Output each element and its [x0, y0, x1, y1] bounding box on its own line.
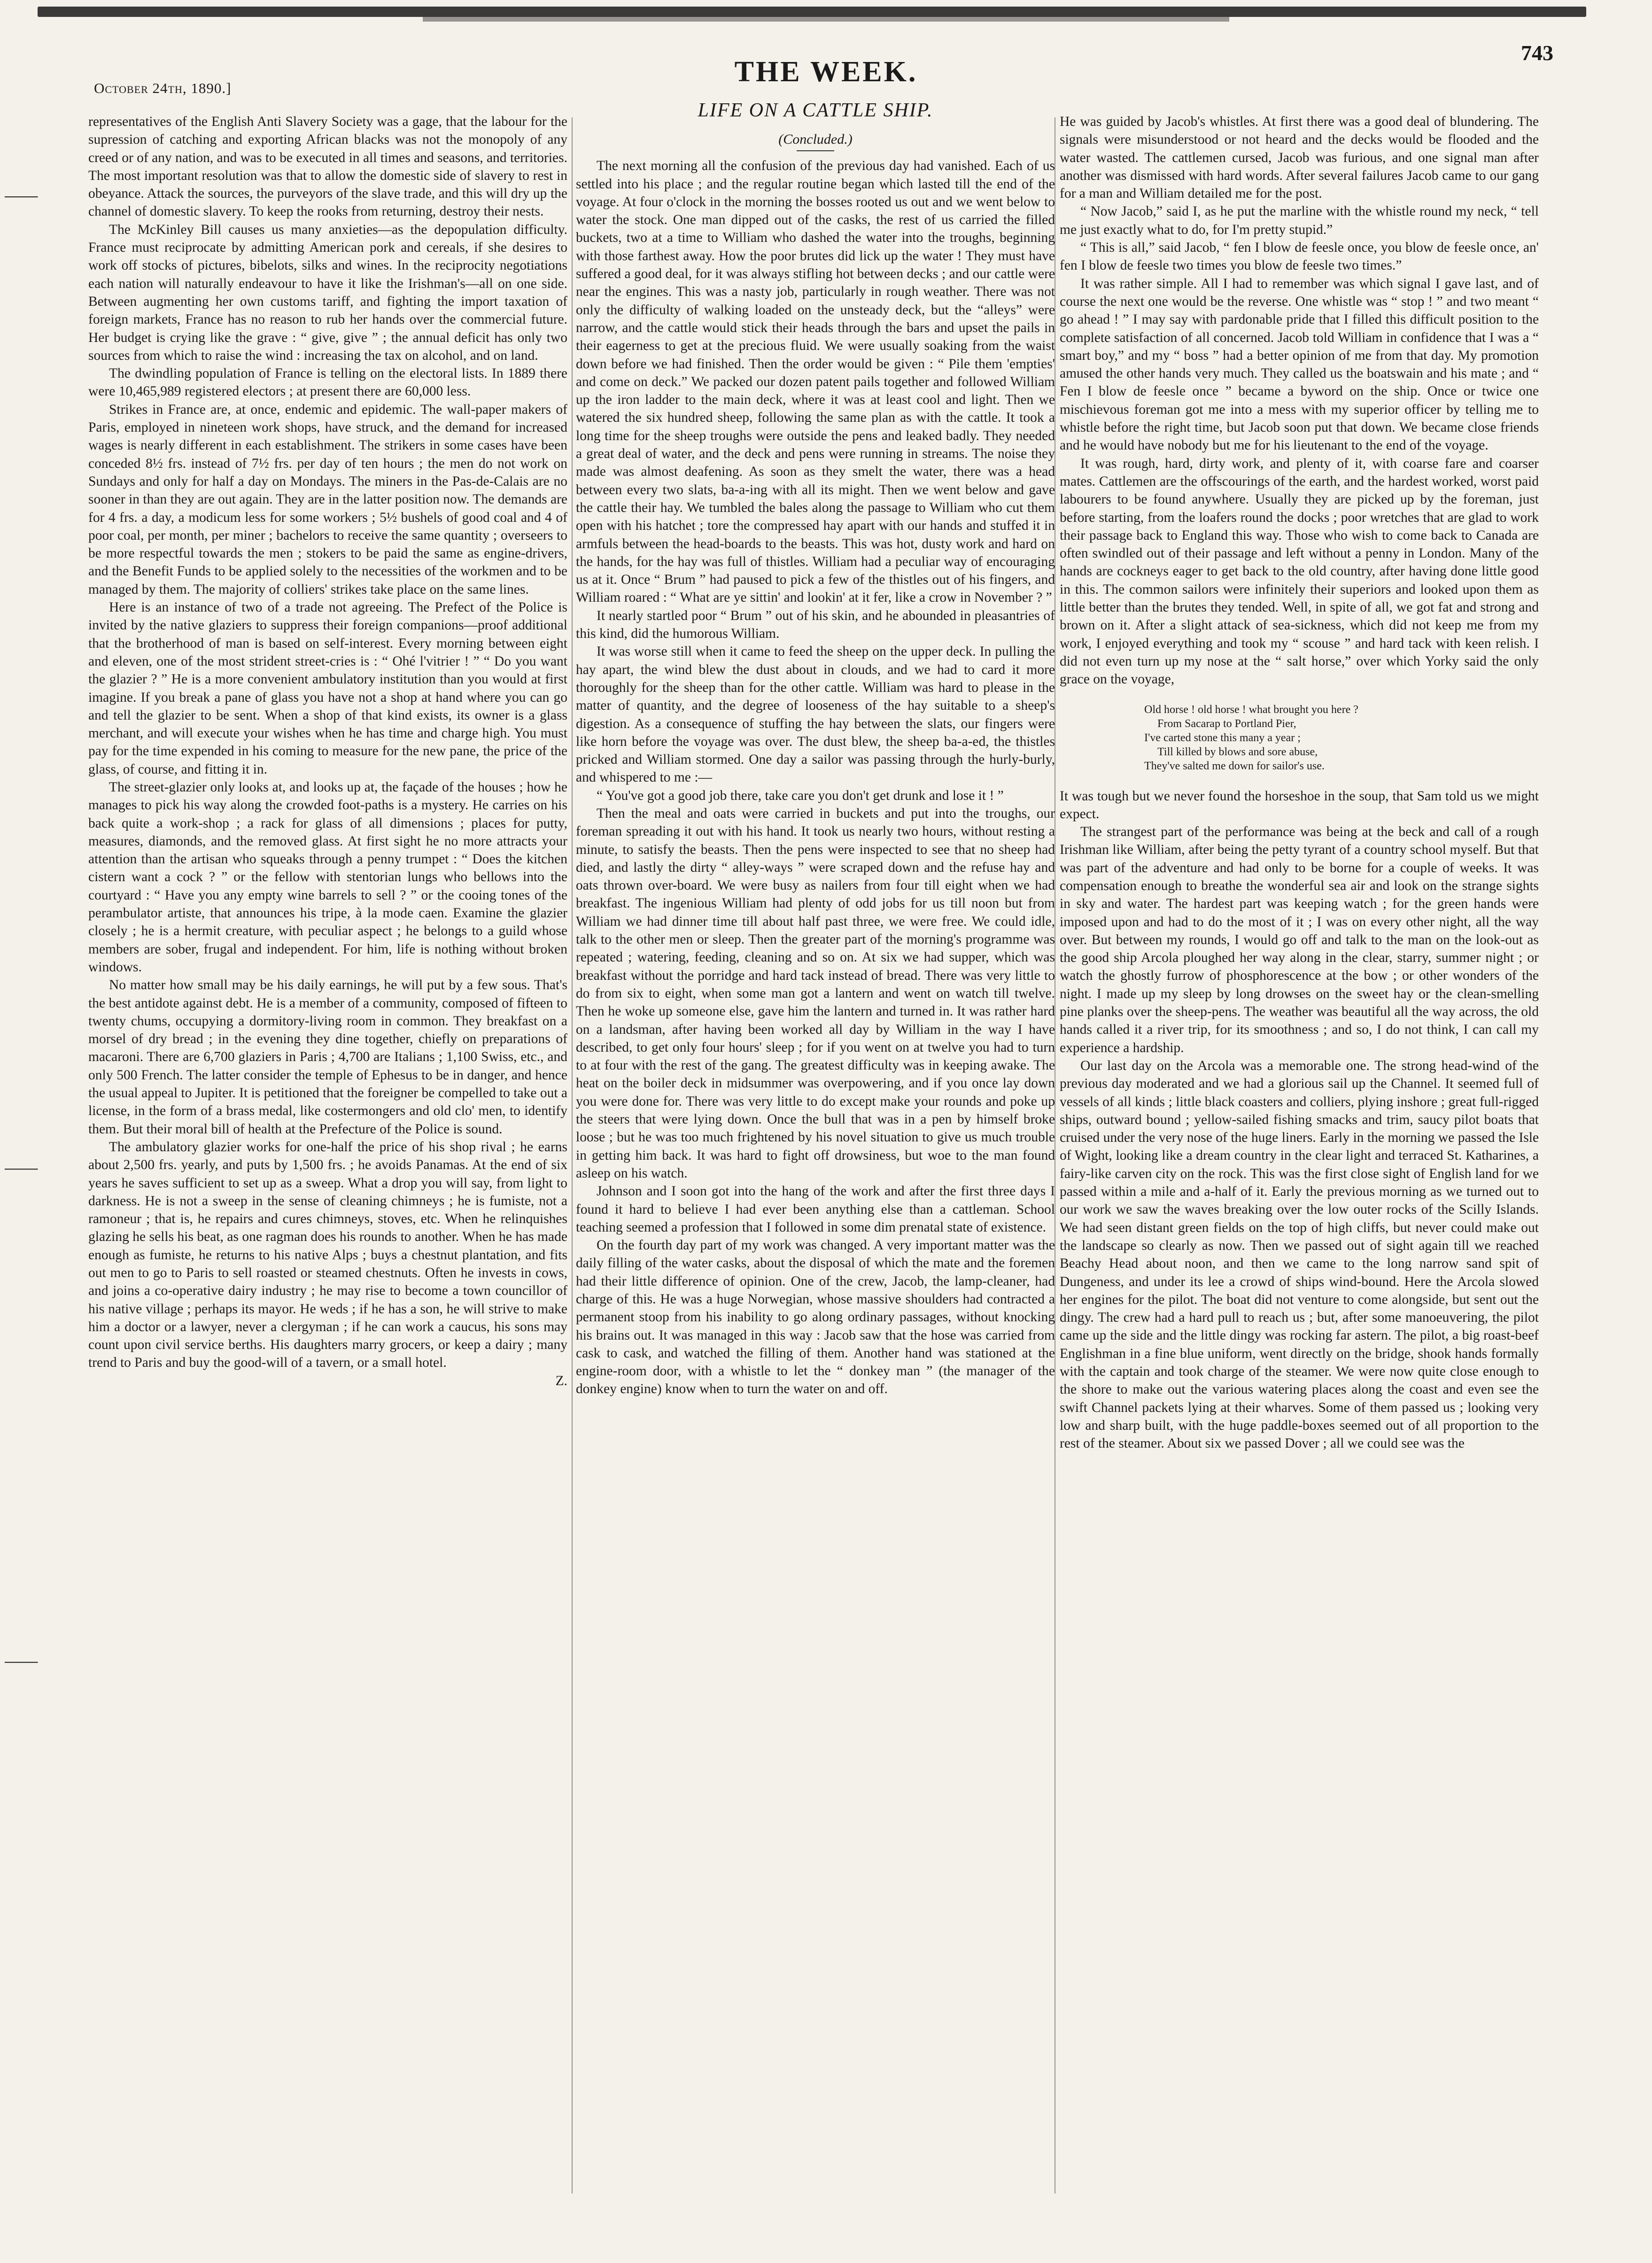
paragraph: “ This is all,” said Jacob, “ fen I blow de feesle once, you blow de feesle once, an' fen I blow de feesle two times you blow de feesle two times.” — [1060, 240, 1539, 273]
author-signature: Z. — [555, 1373, 567, 1388]
article-subtitle: (Concluded.) — [778, 132, 853, 147]
paragraph: It was worse still when it came to feed the sheep on the upper deck. In pulling the hay apart, the wind blew the dust about in clouds, and we had to card it more thoroughly for the sheep than for the other cattle. William was hard to please in the matter of quantity, and the degree of looseness of the hay suitable to a sheep's digestion. As a consequence of stuffing the hay between the slats, our fingers were like horn before the voyage was over. The dust blew, the sheep ba-a-ed, the thistles pricked and William stormed. One day a sailor was passing through the hurly-burly, and whispered to me :— — [576, 644, 1055, 785]
margin-mark: ⸺ — [4, 1156, 39, 1179]
verse-line: Till killed by blows and sore abuse, — [1157, 745, 1318, 758]
title-divider — [797, 150, 834, 151]
paragraph: The strangest part of the performance was being at the beck and call of a rough Irishman like William, after being the petty tyrant of a country school myself. But that was part of the adventure and had only to be borne for a couple of weeks. It was compensation enough to breathe the wonderful sea air and look on the strange sights in sky and water. The hardest part was keeping watch ; for the green hands were imposed upon and had to do the most of it ; I was on every other night, all the way over. But between my rounds, I would go off and talk to the man on the look-out as the good ship Arcola ploughed her way along in the clear, starry, summer night ; or watch the ghostly furrow of phosphorescence at the bow ; or other wonders of the night. I made up my sleep by long drowses on the sweet hay or the clean-smelling pine planks over the sheep-pens. The weather was beautiful all the way across, the old hands called it a river trip, for its smoothness ; and so, I do not think, I can call my experience a hardship. — [1060, 824, 1539, 1055]
paragraph: “ You've got a good job there, take care you don't get drunk and lose it ! ” — [597, 788, 1004, 803]
paragraph: It was tough but we never found the horseshoe in the soup, that Sam told us we might expect. — [1060, 788, 1539, 822]
paragraph: Then the meal and oats were carried in buckets and put into the troughs, our foreman spreading it out with his hand. It took us nearly two hours, without resting a minute, to satisfy the beasts. Then the pens were inspected to see that no sheep had died, and lastly the dirty “ alley-ways ” were scraped down and the refuse hay and oats thrown over-board. We were busy as nailers from four till eight when we had breakfast. The ingenious William had plenty of odd jobs for us till noon but from William we had dinner time till about half past three, we were free. We could idle, talk to the other men or sleep. Then the greater part of the morning's programme was repeated ; watering, feeding, cleaning and so on. At six we had supper, which was breakfast without the porridge and hard tack instead of bread. There was very little to do from six to eight, when some man got a lantern and went on watch till twelve. Then he woke up someone else, gave him the lantern and turned in. It was rather hard on a landsman, after having been worked all day by William in the way I have described, to get only four hours' sleep ; for if you went on at twelve you had to turn to at four with the rest of the gang. The greatest difficulty was in keeping awake. The heat on the boiler deck in midsummer was overpowering, and if you once lay down you were done for. There was very little to do except make your rounds and poke up the steers that were lying down. Once the bull that was in a pen by himself broke loose ; but he was too much frightened by his novel situation to give us much trouble in getting him back. It was hard to fight off drowsiness, but woe to the man found asleep on his watch. — [576, 806, 1055, 1181]
column-3 — [1060, 113, 1539, 2198]
paragraph: The street-glazier only looks at, and looks up at, the façade of the houses ; how he manages to pick his way along the crowded foot-paths is a mystery. He carries on his back quite a work-shop ; a rack for glass of all dimensions ; places for putty, measures, diamonds, and the removed glass. At first sight he no more attracts your attention than the artisan who squeaks through a penny trumpet : “ Does the kitchen cistern want a cock ? ” or the fellow with stentorian lungs who bellows into the courtyard : “ Have you any empty wine barrels to sell ? ” or the cooing tones of the perambulator artiste, that announces his tripe, à la mode caen. Examine the glazier closely ; he is a hermit creature, with peculiar aspect ; he belongs to a guild whose members are sober, frugal and independent. For him, life is nothing without broken windows. — [88, 779, 567, 975]
verse-block — [1144, 703, 1539, 773]
masthead-title: THE WEEK. — [734, 56, 918, 88]
paragraph: Our last day on the Arcola was a memorable one. The strong head-wind of the previous day moderated and we had a glorious sail up the Channel. It seemed full of vessels of all kinds ; little black coasters and colliers, plying inshore ; great full-rigged ships, outward bound ; yellow-sailed fishing smacks and trim, saucy pilot boats that cruised under the very nose of the huge liners. Early in the morning we passed the Isle of Wight, looking like a dream country in the clear light and terraced St. Katharines, a fairy-like carven city on the rock. This was the first close sight of English land for we passed within a mile and a-half of it. Early the previous morning as we turned out to our work we saw the waves breaking over the low outer rocks of the Scilly Islands. We had seen distant green fields on the top of high cliffs, but never could make out the landscape so clearly as now. Then we passed out of sight again till we reached Beachy Head about noon, and then we came to the long narrow sand spit of Dungeness, and under its lee a crowd of ships wind-bound. Here the Arcola slowed her engines for the pilot. The boat did not venture to come alongside, but sent out the dingy. The crew had a hard pull to reach us ; but, after some manoeuvering, the pilot came up the side and the little dingy was rocking far astern. The pilot, a big roast-beef Englishman in a fine blue uniform, went directly on the bridge, shook hands formally with the captain and took charge of the steamer. We were now quite close enough to the shore to make out the various watering places along the coast and even see the swift Channel packets lying at their wharves. Some of them passed us ; looking very low and sharp built, with the huge paddle-boxes seemed out of all proportion to the rest of the steamer. About six we passed Dover ; all we could see was the — [1060, 1058, 1539, 1451]
paragraph: Strikes in France are, at once, endemic and epidemic. The wall-paper makers of Paris, employed in nineteen work shops, have struck, and the demand for increased wages is nearly different in each establishment. The strikers in some cases have been conceded 8½ frs. instead of 7½ frs. per day of ten hours ; the men do not work on Sundays and only for half a day on Mondays. The miners in the Pas-de-Calais are no sooner in than they are out again. They are in the latter position now. The demands are for 4 frs. a day, a modicum less for some workers ; 5½ bushels of good coal and 4 of poor coal, per month, per miner ; bachelors to receive the same quantity ; overseers to be more respectful towards the men ; stokers to be paid the same as engine-drivers, and the Benefit Funds to be applied solely to the necessities of the workmen and to be managed by them. The majority of colliers' strikes take place on the same lines. — [88, 402, 567, 597]
column-1 — [88, 113, 567, 2198]
verse-line: They've salted me down for sailor's use. — [1144, 760, 1325, 772]
verse-line: Old horse ! old horse ! what brought you here ? — [1144, 703, 1358, 716]
paragraph: The dwindling population of France is telling on the electoral lists. In 1889 there were 10,465,989 registered electors ; at present there are 60,000 less. — [88, 366, 567, 399]
top-border-shadow — [423, 17, 1229, 22]
paragraph: The next morning all the confusion of the previous day had vanished. Each of us settled into his place ; and the regular routine began which lasted till the end of the voyage. At four o'clock in the morning the bosses rooted us out and we went below to water the stock. One man dipped out of the casks, the rest of us carried the filled buckets, two at a time to William who dashed the water into the troughs, beginning with those farthest away. How the poor brutes did lick up the water ! They must have suffered a good deal, for it was always stifling hot between decks ; and our cattle were near the engines. This was a nasty job, particularly in rough weather. There was not only the difficulty of walking loaded on the unsteady deck, but the “alleys” were narrow, and the cattle would stick their heads through the bars and upset the pails in their eagerness to get at the precious fluid. We were usually soaking from the waist down before we had finished. Then the order would be given : “ Pile them 'empties' and come on deck.” We packed our dozen patent pails together and followed William up the iron ladder to the main deck, where it was at least cool and light. Then we watered the six hundred sheep, following the same plan as with the cattle. It took a long time for the sheep troughs were outside the pens and leaked badly. They needed a great deal of water, and the deck and pens were running in streams. The noise they made was almost deafening. As soon as they smelt the water, there was a head between every two slats, ba-a-ing with all its might. Then we went below and gave the cattle their hay. We tumbled the bales along the passage to William who cut them open with his hatchet ; tore the compressed hay apart with our hands and stuffed it in armfuls between the head-boards to the beasts. This was hot, dusty work and hard on the hands, for the hay was full of thistles. William had a peculiar way of encouraging us at it. Once “ Brum ” had paused to pick a few of the thistles out of his fingers, and William roared : “ What are ye sittin' and lookin' at it fer, like a crow in November ? ” — [576, 158, 1055, 605]
top-border-bar — [38, 7, 1586, 17]
issue-date: October 24th, 1890.] — [94, 80, 232, 96]
paragraph: On the fourth day part of my work was changed. A very important matter was the daily filling of the water casks, about the disposal of which the mate and the foremen had their little difference of opinion. One of the crew, Jacob, the lamp-cleaner, had charge of this. He was a huge Norwegian, whose massive shoulders had contracted a permanent stoop from his inability to go along ordinary passages, without knocking his brains out. It was managed in this way : Jacob saw that the hose was carried from cask to cask, and watched the filling of them. Another hand was stationed at the engine-room door, with a whistle to let the “ donkey man ” (the manager of the donkey engine) know when to turn the water on and off. — [576, 1238, 1055, 1397]
paragraph: “ Now Jacob,” said I, as he put the marline with the whistle round my neck, “ tell me just exactly what to do, for I'm pretty stupid.” — [1060, 204, 1539, 237]
article-title: LIFE ON A CATTLE SHIP. — [698, 100, 933, 121]
page-number: 743 — [1521, 41, 1553, 65]
paragraph: It was rather simple. All I had to remember was which signal I gave last, and of course the next one would be the reverse. One whistle was “ stop ! ” and two meant “ go ahead ! ” I may say with pardonable pride that I filled this difficult position to the complete satisfaction of all concerned. Jacob told William in confidence that I was a “ smart boy,” and my “ boss ” had a better opinion of me from that day. My promotion amused the other hands very much. They called us the boatswain and his mate ; and “ Fen I blow de feesle once ” became a byword on the ship. Once or twice one mischievous foreman got me into a mess with my superior officer by telling me to whistle before the right time, but Jacob soon put that down. We became close friends and he would have nobody but me for his lieutenant to the end of the voyage. — [1060, 276, 1539, 453]
paragraph: He was guided by Jacob's whistles. At first there was a good deal of blundering. The signals were misunderstood or not heard and the decks would be flooded and the water wasted. The cattlemen cursed, Jacob was furious, and one signal man after another was dismissed with hard words. After several failures Jacob came to our gang for a man and William detailed me for the post. — [1060, 114, 1539, 202]
verse-line: From Sacarap to Portland Pier, — [1157, 717, 1296, 730]
paragraph: It nearly startled poor “ Brum ” out of his skin, and he abounded in pleasantries of this kind, did the humorous William. — [576, 608, 1055, 642]
paragraph: representatives of the English Anti Slavery Society was a gage, that the labour for the supression of catching and exporting African blacks was not the monopoly of any creed or of any nation, and was to be executed in all times and seasons, and territories. The most important resolution was that to allow the domestic side of slavery to rest in obeyance. Attack the sources, the purveyors of the slave trade, and this will dry up the channel of domestic slavery. To keep the rooks from returning, destroy their nests. — [88, 114, 567, 219]
paragraph: The McKinley Bill causes us many anxieties—as the depopulation difficulty. France must reciprocate by admitting American pork and cereals, if she desires to work off stocks of pictures, bibelots, silks and wines. In the reciprocity negotiations each nation will naturally endeavour to have it like the Irishman's—all on one side. Between augmenting her own customs tariff, and fighting the import taxation of foreign markets, France has no reason to rub her hands over the commercial future. Her budget is crying like the grave : “ give, give ” ; the annual deficit has only two sources from which to raise the wind : increasing the tax on alcohol, and on land. — [88, 222, 567, 363]
paragraph: No matter how small may be his daily earnings, he will put by a few sous. That's the best antidote against debt. He is a member of a community, composed of fifteen to twenty chums, occupying a dormitory-living room in common. They breakfast on a morsel of dry bread ; in the evening they dine together, chiefly on preparations of macaroni. There are 6,700 glaziers in Paris ; 4,700 are Italians ; 1,100 Swiss, etc., and only 500 French. The latter consider the temple of Ephesus to be in danger, and hence the usual appeal to Jupiter. It is petitioned that the foreigner be compelled to take out a license, in the form of a brass medal, like costermongers and old clo' men, to identify them. But their moral bill of health at the Prefecture of the Police is sound. — [88, 977, 567, 1137]
column-2 — [576, 100, 1055, 2198]
paragraph: Here is an instance of two of a trade not agreeing. The Prefect of the Police is invited by the native glaziers to suppress their foreign companions—proof additional that the brotherhood of man is based on self-interest. Every morning between eight and eleven, one of the most strident street-cries is : “ Ohé l'vitrier ! ” “ Do you want the glazier ? ” He is a more convenient ambulatory institution than you would at first imagine. If you break a pane of glass you have not a shop at hand where you can go and tell the glazier to be sent. When a shop of that kind exists, its owner is a glass merchant, and will execute your wishes when he has time and charge high. You must pay for the time expended in his coming to measure for the new pane, the price of the glass, of course, and fitting it in. — [88, 600, 567, 777]
verse-line: I've carted stone this many a year ; — [1144, 731, 1301, 744]
margin-mark: ⸺ — [4, 1650, 39, 1673]
paragraph: It was rough, hard, dirty work, and plenty of it, with coarse fare and coarser mates. Cattlemen are the offscourings of the earth, and the hardest worked, worst paid labourers to be found anywhere. Usually they are picked up by the foreman, just before starting, from the loafers round the docks ; poor wretches that are glad to work their passage back to England this way. Those who wish to come back to Canada are often swindled out of their passage and left without a penny in London. Many of the hands are cockneys eager to get back to the old country, after having done little good in this. The common sailors were infinitely their superiors and looked upon them as little better than the brutes they tended. Well, in spite of all, we got fat and strong and brown on it. After a slight attack of sea-sickness, which did not keep me from my work, I enjoyed everything and took my “ scouse ” and hard tack with keen relish. I did not even turn up my nose at the “ salt horse,” over which Yorky said the only grace on the voyage, — [1060, 456, 1539, 687]
paragraph: The ambulatory glazier works for one-half the price of his shop rival ; he earns about 2,500 frs. yearly, and puts by 1,500 frs. ; he avoids Panamas. At the end of six years he saves sufficient to set up as a sweep. What a drop you will say, from light to darkness. He is not a sweep in the sense of cleaning chimneys ; he is fumiste, not a ramoneur ; that is, he repairs and cures chimneys, stoves, etc. When he relinquishes glazing he sells his beat, as one ragman does his rounds to another. When he has made enough as fumiste, he returns to his native Alps ; buys a chestnut plantation, and fits out men to go to Paris to sell roasted or steamed chestnuts. Often he invests in cows, and joins a co-operative dairy industry ; he may rise to become a town councillor of his native village ; perhaps its mayor. He weds ; if he has a son, he will strive to make him a doctor or a lawyer, never a clergyman ; if he can work a caucus, his sons may count upon civil service berths. His daughters marry grocers, or keep a dairy ; many trend to Paris and buy the good-will of a tavern, or a small hotel. — [88, 1139, 567, 1371]
margin-mark: ⸺ — [4, 184, 39, 207]
column-rule-left — [572, 117, 573, 2193]
paragraph: Johnson and I soon got into the hang of the work and after the first three days I found it hard to believe I had ever been anything else than a cattleman. School teaching seemed a profession that I followed in some dim prenatal state of existence. — [576, 1184, 1055, 1235]
